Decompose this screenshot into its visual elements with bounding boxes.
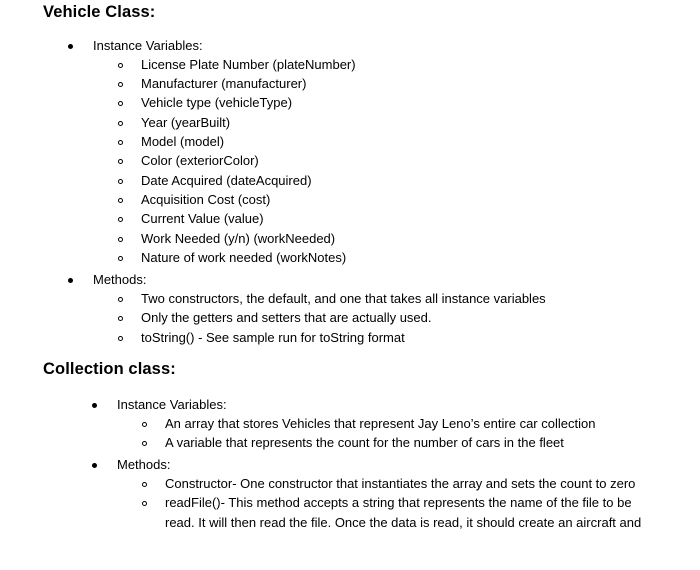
circle-bullet-icon — [142, 501, 147, 506]
circle-bullet-icon — [142, 441, 147, 446]
vehicle-variable-item: Current Value (value) — [141, 211, 264, 226]
bullet-icon — [68, 44, 73, 49]
vehicle-instance-label: Instance Variables: — [93, 38, 203, 53]
circle-bullet-icon — [118, 198, 123, 203]
circle-bullet-icon — [142, 422, 147, 427]
vehicle-method-item: Only the getters and setters that are actually used. — [141, 310, 432, 325]
circle-bullet-icon — [118, 237, 123, 242]
circle-bullet-icon — [118, 82, 123, 87]
collection-class-heading: Collection class: — [43, 360, 176, 378]
circle-bullet-icon — [118, 121, 123, 126]
vehicle-variable-item: Year (yearBuilt) — [141, 115, 231, 130]
circle-bullet-icon — [118, 179, 123, 184]
collection-instance-label: Instance Variables: — [117, 397, 227, 412]
circle-bullet-icon — [118, 63, 123, 68]
vehicle-variable-item: Work Needed (y/n) (workNeeded) — [141, 231, 336, 246]
vehicle-variable-item: License Plate Number (plateNumber) — [141, 57, 356, 72]
vehicle-methods-label: Methods: — [93, 272, 147, 287]
collection-variable-item: A variable that represents the count for the number of cars in the fleet — [165, 435, 564, 450]
vehicle-variable-item: Model (model) — [141, 134, 225, 149]
circle-bullet-icon — [118, 159, 123, 164]
collection-variable-item: An array that stores Vehicles that represent Jay Leno’s entire car collection — [165, 416, 596, 431]
circle-bullet-icon — [118, 316, 123, 321]
circle-bullet-icon — [118, 217, 123, 222]
circle-bullet-icon — [142, 482, 147, 487]
collection-methods-label: Methods: — [117, 457, 171, 472]
circle-bullet-icon — [118, 256, 123, 261]
bullet-icon — [92, 463, 97, 468]
circle-bullet-icon — [118, 101, 123, 106]
vehicle-variable-item: Date Acquired (dateAcquired) — [141, 173, 312, 188]
vehicle-variable-item: Color (exteriorColor) — [141, 153, 259, 168]
circle-bullet-icon — [118, 140, 123, 145]
vehicle-method-item: toString() - See sample run for toString format — [141, 330, 405, 345]
collection-method-continuation: read. It will then read the file. Once the data is read, it should create an aircraft and — [165, 515, 642, 530]
vehicle-method-item: Two constructors, the default, and one that takes all instance variables — [141, 291, 546, 306]
vehicle-variable-item: Nature of work needed (workNotes) — [141, 250, 347, 265]
vehicle-class-heading: Vehicle Class: — [43, 3, 156, 21]
circle-bullet-icon — [118, 336, 123, 341]
vehicle-variable-item: Acquisition Cost (cost) — [141, 192, 271, 207]
collection-method-item: Constructor- One constructor that instantiates the array and sets the count to zero — [165, 476, 636, 491]
collection-method-item: readFile()- This method accepts a string that represents the name of the file to be — [165, 495, 632, 510]
vehicle-variable-item: Manufacturer (manufacturer) — [141, 76, 307, 91]
circle-bullet-icon — [118, 297, 123, 302]
bullet-icon — [68, 278, 73, 283]
vehicle-variable-item: Vehicle type (vehicleType) — [141, 95, 293, 110]
bullet-icon — [92, 403, 97, 408]
